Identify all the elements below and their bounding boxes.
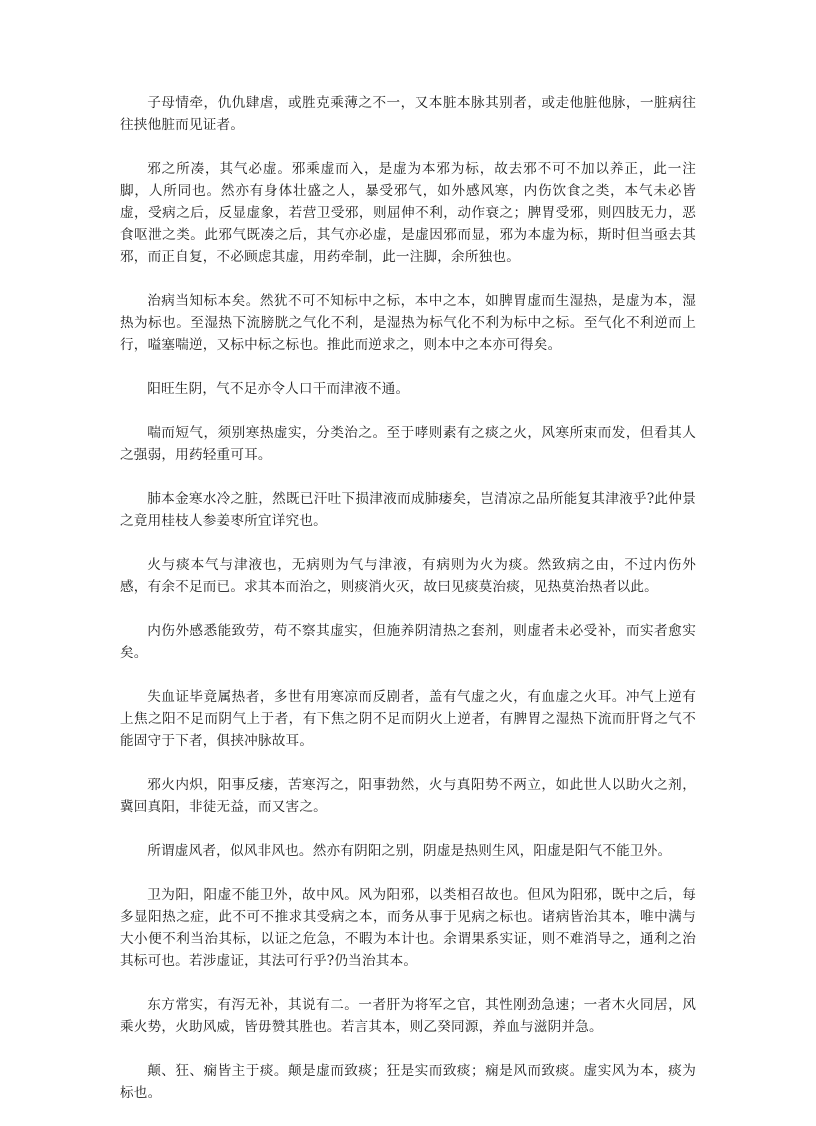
paragraph: 所谓虚风者，似风非风也。然亦有阴阳之别，阴虚是热则生风，阳虚是阳气不能卫外。 (147, 843, 672, 859)
document-page (120, 92, 696, 1126)
paragraph: 失血证毕竟属热者，多世有用寒凉而反剧者，盖有气虚之火，有血虚之火耳。冲气上逆有上焦之阳不足而阴气上于者，有下焦之阴不足而阴火上逆者，有脾胃之湿热下流而肝肾之气不能固守于下者，俱挟冲脉故耳。 (120, 689, 696, 749)
paragraph: 火与痰本气与津液也，无病则为气与津液，有病则为火为痰。然致病之由，不过内伤外感，有余不足而已。求其本而治之，则痰消火灭，故曰见痰莫治痰，见热莫治热者以此。 (120, 557, 696, 595)
paragraph: 邪之所凑，其气必虚。邪乘虚而入，是虚为本邪为标，故去邪不可不加以养正，此一注脚，人所同也。然亦有身体壮盛之人，暴受邪气，如外感风寒，内伤饮食之类，本气未必皆虚，受病之后，反显虚象，若营卫受邪，则屈伸不利，动作衰之；脾胃受邪，则四肢无力，恶食呕泄之类。此邪气既凑之后，其气亦必虚，是虚因邪而显，邪为本虚为标，斯时但当亟去其邪，而正自复，不必顾虑其虚，用药牵制，此一注脚，余所独也。 (120, 161, 696, 265)
paragraph: 肺本金寒水冷之脏，然既已汗吐下损津液而成肺痿矣，岂清凉之品所能复其津液乎?此仲景之竟用桂枝人参姜枣所宜详究也。 (120, 491, 696, 529)
paragraph: 邪火内炽，阳事反痿，苦寒泻之，阳事勃然，火与真阳势不两立，如此世人以助火之剂，冀回真阳，非徒无益，而又害之。 (120, 777, 696, 815)
paragraph: 内伤外感悉能致劳，苟不察其虚实，但施养阴清热之套剂，则虚者未必受补，而实者愈实矣。 (120, 623, 696, 661)
paragraph: 卫为阳，阳虚不能卫外，故中风。风为阳邪，以类相召故也。但风为阳邪，既中之后，每多显阳热之症，此不可不推求其受病之本，而务从事于见病之标也。诸病皆治其本，唯中满与大小便不利当治其标，以证之危急，不暇为本计也。余谓果系实证，则不难消导之，通利之治其标可也。若涉虚证，其法可行乎?仍当治其本。 (120, 887, 696, 969)
paragraph: 子母情牵，仇仇肆虐，或胜克乘薄之不一，又本脏本脉其别者，或走他脏他脉，一脏病往往挟他脏而见证者。 (120, 95, 696, 133)
paragraph: 颠、狂、痫皆主于痰。颠是虚而致痰；狂是实而致痰；痫是风而致痰。虚实风为本，痰为标也。 (120, 1063, 696, 1101)
paragraph: 喘而短气，须别寒热虚实，分类治之。至于哮则素有之痰之火，风寒所束而发，但看其人之强弱，用药轻重可耳。 (120, 425, 696, 463)
paragraph: 东方常实，有泻无补，其说有二。一者肝为将军之官，其性刚劲急速；一者木火同居，风乘火势，火助风威，皆毋赞其胜也。若言其本，则乙癸同源，养血与滋阴并急。 (120, 997, 696, 1035)
paragraph: 阳旺生阴，气不足亦令人口干而津液不通。 (147, 381, 410, 397)
paragraph: 治病当知标本矣。然犹不可不知标中之标，本中之本，如脾胃虚而生湿热，是虚为本，湿热为标也。至湿热下流膀胱之气化不利，是湿热为标气化不利为标中之标。至气化不利逆而上行，嗌塞喘逆，又标中标之标也。推此而逆求之，则本中之本亦可得矣。 (120, 293, 696, 353)
